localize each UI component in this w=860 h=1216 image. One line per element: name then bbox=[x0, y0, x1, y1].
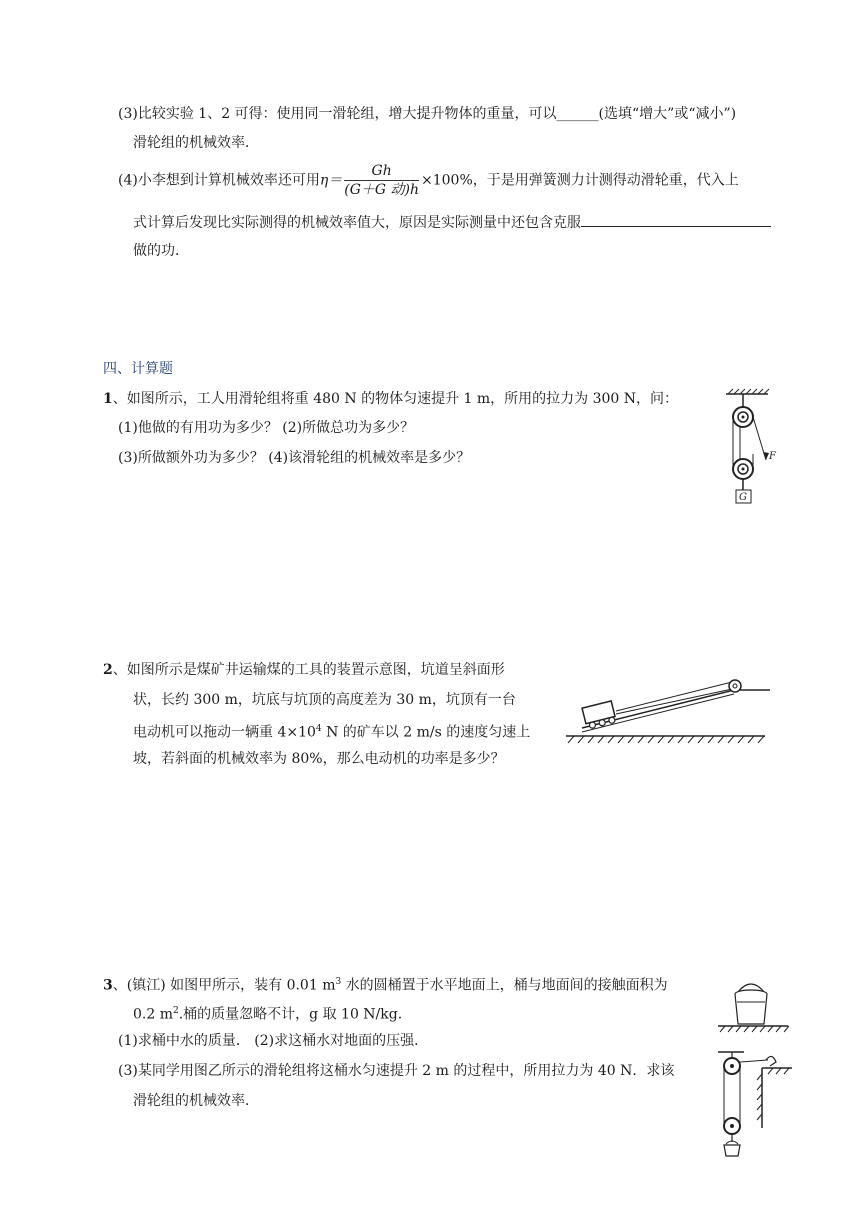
weight-label: G bbox=[739, 492, 747, 503]
p1-number: 1 bbox=[103, 391, 113, 407]
q4-line3: 做的功． bbox=[133, 243, 189, 259]
p3-number: 3 bbox=[103, 977, 113, 994]
p1-line1 bbox=[103, 389, 678, 409]
answer-blank[interactable] bbox=[581, 212, 771, 227]
p2-line2: 状，长约 300 m，坑底与坑顶的高度差为 30 m，坑顶有一台 bbox=[133, 692, 516, 708]
p3-line1 bbox=[103, 972, 668, 996]
q3-line1: (3)比较实验 1、2 可得：使用同一滑轮组，增大提升物体的重量，可以______(选填“增大”或“减小”) bbox=[118, 106, 737, 122]
p3-sub3: 滑轮组的机械效率． bbox=[133, 1093, 259, 1109]
q4-line2 bbox=[133, 212, 771, 233]
incline-mine-cart-figure bbox=[560, 674, 775, 746]
pulley-system-figure bbox=[720, 388, 790, 510]
p2-line3b: N 的矿车以 2 m/s 的速度匀速上 bbox=[321, 724, 531, 741]
q3-line2: 滑轮组的机械效率． bbox=[133, 135, 259, 151]
p3-line2 bbox=[133, 1001, 402, 1025]
force-label: F bbox=[769, 451, 776, 462]
section-title: 四、计算题 bbox=[103, 361, 173, 377]
bucket-figure bbox=[714, 974, 794, 1036]
p3-exp3: 3 bbox=[335, 977, 342, 987]
efficiency-fraction bbox=[344, 162, 419, 199]
p3-line1a: 、(镇江) 如图甲所示，装有 0.01 m bbox=[112, 977, 336, 994]
p2-line4: 坡，若斜面的机械效率为 80%，那么电动机的功率是多少？ bbox=[133, 751, 505, 767]
p3-line2b: .桶的质量忽略不计，g 取 10 N/kg. bbox=[178, 1006, 403, 1023]
q4-formula-line bbox=[118, 162, 739, 199]
p2-line1 bbox=[103, 660, 505, 680]
p3-line2a: 0.2 m bbox=[133, 1006, 173, 1023]
p2-exponent: 4 bbox=[315, 724, 322, 734]
p3-exp2: 2 bbox=[173, 1006, 179, 1016]
fraction-numerator: Gh bbox=[344, 162, 419, 181]
p1-sub1: (1)他做的有用功为多少？ (2)所做总功为多少？ bbox=[118, 420, 415, 436]
p2-line3a: 电动机可以拖动一辆重 4×10 bbox=[133, 724, 316, 741]
q4-eta: η＝ bbox=[319, 172, 343, 189]
p1-sub2: (3)所做额外功为多少？ (4)该滑轮组的机械效率是多少？ bbox=[118, 450, 471, 466]
p2-text1: 、如图所示是煤矿井运输煤的工具的装置示意图，坑道呈斜面形 bbox=[112, 662, 505, 678]
q4-suffix: ×100%，于是用弹簧测力计测得动滑轮重，代入上 bbox=[421, 172, 739, 189]
q4-prefix: (4)小李想到计算机械效率还可用 bbox=[118, 172, 320, 189]
p3-line1b: 水的圆桶置于水平地面上，桶与地面间的接触面积为 bbox=[341, 977, 668, 994]
p1-text: 、如图所示，工人用滑轮组将重 480 N 的物体匀速提升 1 m，所用的拉力为 300 N，问： bbox=[112, 391, 679, 407]
fraction-denominator: (G＋G 动)h bbox=[344, 182, 419, 198]
p2-line3 bbox=[133, 719, 530, 743]
q4-line2-text: 式计算后发现比实际测得的机械效率值大，原因是实际测量中还包含克服 bbox=[133, 215, 581, 231]
p3-sub2: (3)某同学用图乙所示的滑轮组将这桶水匀速提升 2 m 的过程中，所用拉力为 40 N．求该 bbox=[118, 1063, 675, 1079]
p2-number: 2 bbox=[103, 662, 113, 678]
p3-sub1: (1)求桶中水的质量． (2)求这桶水对地面的压强． bbox=[118, 1033, 429, 1049]
pulley-bucket-figure bbox=[714, 1046, 796, 1162]
